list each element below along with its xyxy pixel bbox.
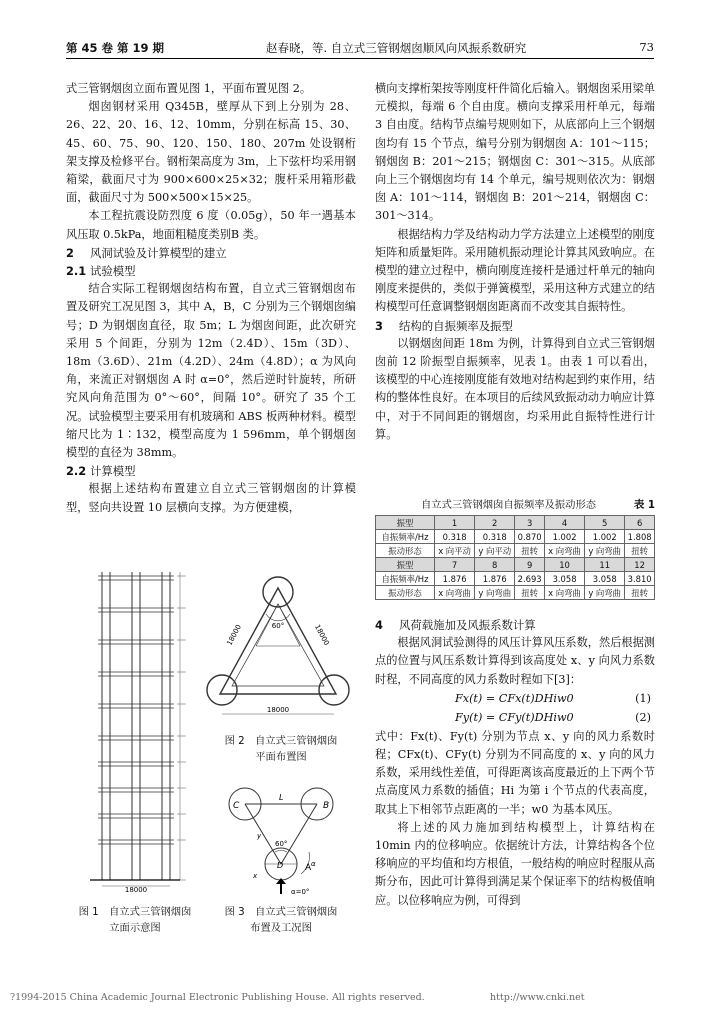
table-cell: 3.810	[625, 572, 655, 586]
table-number: 表 1	[633, 499, 655, 511]
figure-3-y-label: y	[257, 832, 262, 840]
table-cell: 10	[544, 558, 584, 572]
table-cell: x 向平动	[435, 544, 475, 558]
figure-3-wind-label: α=0°	[291, 888, 310, 896]
figure-2-dimension-right: 18000	[313, 623, 331, 647]
caption-line: 图 3 自立式三管钢烟囱	[224, 906, 338, 918]
table-cell: 5	[585, 516, 625, 530]
table-cell: y 向平动	[475, 544, 515, 558]
figure-3-x-label: x	[253, 872, 258, 880]
paragraph: 式中：Fx(t)、Fy(t) 分别为节点 x、y 向的风力系数时程；CFx(t)、CFy(t) 分别为不同高度的 x、y 向的风力系数，采用线性差值，可得距离该高度最近的上下两个节点高度风力系数的插值；Hi 为第 i 个节点的代表高度，取其上下相邻节点距离的一半；w0 为基本风压。	[375, 729, 655, 816]
article-running-title: 赵春晓，等. 自立式三管钢烟囱顺风向风振系数研究	[266, 41, 527, 55]
page-number: 73	[639, 40, 654, 54]
wind-arrow-icon	[276, 878, 286, 894]
table-cell: 6	[625, 516, 655, 530]
figure-2-angle-label: 60°	[271, 622, 285, 630]
paragraph: 横向支撑桁架按等刚度杆件简化后输入。钢烟囱采用梁单元模拟，每端 6 个自由度。横向支撑采用杆单元，每端 3 自由度。结构节点编号规则如下，从底部向上三个钢烟囱均有 15 个节点，编号分别为钢烟囱 A：101～115；钢烟囱 B：201～215；钢烟囱 C：301～315。从底部向上三个钢烟囱均有 14 个单元，编号规则依次为：钢烟囱 A：101～114，钢烟囱 B：201～214，钢烟囱 C：301～314。	[375, 82, 655, 223]
figure-3-label-l: L	[279, 793, 284, 802]
table-row-header: 振动形态	[376, 586, 435, 600]
table-row-header: 振型	[376, 516, 435, 530]
table-row	[376, 586, 655, 600]
table-cell: 0.870	[515, 530, 545, 544]
copyright-footer	[10, 992, 714, 1003]
paragraph: 以钢烟囱间距 18m 为例，计算得到自立式三管钢烟囱前 12 阶振型自振频率，见表 1。由表 1 可以看出，该模型的中心连接刚度能有效地对结构起到约束作用，结构的整体性良好。在本项目的后续风致振动动力响应计算中，对于不同间距的钢烟囱，均采用此自振特性进行计算。	[375, 336, 655, 441]
figure-3-caption	[206, 904, 356, 936]
header-rule	[66, 58, 654, 59]
footer-url: http://www.cnki.net	[490, 992, 585, 1003]
caption-line: 布置及工况图	[250, 922, 312, 934]
table-cell: 扭转	[625, 586, 655, 600]
right-column-bottom	[375, 616, 655, 910]
table-cell: 1.808	[625, 530, 655, 544]
figure-3-label-a: A	[305, 863, 312, 873]
table-row-header: 自振频率/Hz	[376, 530, 435, 544]
figure-2-plan	[198, 566, 358, 728]
paragraph: 烟囱钢材采用 Q345B，壁厚从下到上分别为 28、26、22、20、16、12、10mm，分别在标高 15、30、45、60、75、90、120、150、180、207m 处设钢桁架支撑及检修平台。钢桁架高度为 3m，上下弦杆均采用钢箱梁，截面尺寸为 900×600×25×32；腹杆采用箱形截面，截面尺寸为 500×500×15×25。	[66, 100, 356, 205]
section-number: 2.1	[66, 264, 87, 279]
paragraph: 式三管钢烟囱立面布置见图 1，平面布置见图 2。	[66, 82, 312, 95]
figure-1-elevation	[80, 562, 200, 892]
paragraph: 根据结构力学及结构动力学方法建立上述模型的刚度矩阵和质量矩阵。采用随机振动理论计算其风致响应。在模型的建立过程中，横向刚度连接杆是通过杆单元的轴向刚度来提供的，类似于弹簧模型，采用这种方式建立的结构模型可任意调整钢烟囱距离而不改变其自振特性。	[375, 227, 655, 314]
table-cell: 1.876	[435, 572, 475, 586]
figure-3-label-c: C	[233, 801, 240, 811]
table-cell: 1	[435, 516, 475, 530]
table-cell: 8	[475, 558, 515, 572]
section-number: 4	[375, 618, 383, 632]
journal-volume: 第 45 卷 第 19 期	[66, 41, 165, 55]
figure-2-dimension-left: 18000	[225, 623, 243, 647]
paragraph: 根据风洞试验测得的风压计算风压系数，然后根据测点的位置与风压系数计算得到该高度处 x、y 向风力系数时程，不同高度的风力系数时程如下[3]：	[375, 636, 655, 686]
caption-line: 立面示意图	[109, 922, 161, 934]
table-cell: 0.318	[435, 530, 475, 544]
caption-line: 图 2 自立式三管钢烟囱	[224, 735, 338, 747]
section-number: 3	[375, 318, 383, 333]
table-row	[376, 530, 655, 544]
running-header	[66, 40, 654, 56]
subsection-heading	[66, 462, 356, 480]
table-cell: 3	[515, 516, 545, 530]
section-heading	[66, 244, 356, 262]
section-heading	[375, 317, 655, 335]
paragraph: 根据上述结构布置建立自立式三管钢烟囱的计算模型，竖向共设置 10 层横向支撑。为方便建模，	[66, 482, 356, 514]
figure-3-label-b: B	[323, 801, 330, 811]
table-cell: 9	[515, 558, 545, 572]
table-1	[375, 515, 655, 600]
table-cell: 2	[475, 516, 515, 530]
table-cell: x 向弯曲	[544, 586, 584, 600]
table-cell: 2.693	[515, 572, 545, 586]
table-cell: y 向弯曲	[475, 586, 515, 600]
equation-formula: Fx(t) = CFx(t)DHiw0	[455, 691, 574, 705]
equation-formula: Fy(t) = CFy(t)DHiw0	[455, 710, 574, 724]
left-column	[66, 80, 356, 517]
figure-3-label-d: D	[277, 861, 284, 870]
table-row	[376, 516, 655, 530]
figure-1-caption	[66, 904, 204, 936]
table-cell: x 向弯曲	[435, 586, 475, 600]
table-cell: 11	[585, 558, 625, 572]
table-row-header: 振型	[376, 558, 435, 572]
section-title: 风荷载施加及风振系数计算	[399, 618, 536, 632]
table-row-header: 自振频率/Hz	[376, 572, 435, 586]
equation-1	[375, 690, 655, 708]
table-row	[376, 558, 655, 572]
table-cell: 扭转	[515, 586, 545, 600]
table-row	[376, 544, 655, 558]
table-cell: x 向弯曲	[544, 544, 584, 558]
caption-line: 图 1 自立式三管钢烟囱	[78, 906, 192, 918]
table-cell: 7	[435, 558, 475, 572]
caption-line: 平面布置图	[255, 751, 307, 763]
table-cell: 3.058	[585, 572, 625, 586]
table-cell: 0.318	[475, 530, 515, 544]
table-cell: 4	[544, 516, 584, 530]
equation-number: (1)	[635, 691, 651, 705]
table-cell: y 向弯曲	[585, 586, 625, 600]
figure-3-angle-label: 60°	[275, 840, 288, 848]
table-row	[376, 572, 655, 586]
table-cell: y 向弯曲	[585, 544, 625, 558]
table-1-caption	[375, 496, 655, 511]
table-cell: 3.058	[544, 572, 584, 586]
section-title: 试验模型	[90, 264, 136, 279]
equation-2	[375, 709, 655, 727]
table-row-header: 振动形态	[376, 544, 435, 558]
table-cell: 扭转	[625, 544, 655, 558]
paragraph: 将上述的风力施加到结构模型上，计算结构在 10min 内的位移响应。依据统计方法，计算结构各个位移响应的平均值和均方根值，一般结构的响应时程服从高斯分布，因此可计算得到满足某个保证率下的结构极值响应。以位移响应为例，可得到	[375, 820, 655, 907]
figure-3-layout	[205, 778, 355, 898]
equation-number: (2)	[635, 710, 651, 724]
table-cell: 1.002	[585, 530, 625, 544]
paragraph: 本工程抗震设防烈度 6 度（0.05g），50 年一遇基本风压取 0.5kPa，地面粗糙度类别B 类。	[66, 209, 356, 241]
section-title: 计算模型	[90, 464, 136, 479]
table-cell: 1.002	[544, 530, 584, 544]
section-title: 结构的自振频率及振型	[399, 318, 513, 333]
table-cell: 扭转	[515, 544, 545, 558]
table-cell: 1.876	[475, 572, 515, 586]
figure-1-dimension-label: 18000	[124, 886, 148, 892]
section-heading	[375, 616, 655, 634]
section-title: 风洞试验及计算模型的建立	[90, 245, 227, 260]
table-caption-text: 自立式三管钢烟囱自振频率及振动形态	[421, 499, 597, 511]
figure-3-alpha-label: α	[311, 860, 316, 868]
copyright-text: ?1994-2015 China Academic Journal Electronic Publishing House. All rights reserved.	[10, 992, 425, 1003]
table-cell: 12	[625, 558, 655, 572]
section-number: 2.2	[66, 464, 87, 479]
subsection-heading	[66, 262, 356, 280]
figure-2-dimension-bottom: 18000	[266, 706, 290, 714]
section-number: 2	[66, 245, 74, 260]
right-column-top	[375, 80, 655, 444]
paragraph: 结合实际工程钢烟囱结构布置，自立式三管钢烟囱布置及研究工况见图 3，其中 A，B，C 分别为三个钢烟囱编号；D 为钢烟囱直径，取 5m；L 为烟囱间距，此次研究采用 5 个间距，分别为 12m（2.4D）、15m（3D）、18m（3.6D）、21m（4.2D）、24m（4.8D）；α 为风向角，来流正对钢烟囱 A 时 α=0°，然后逆时针旋转，所研究风向角范围为 0°～60°，间隔 10°。研究了 35 个工况。试验模型主要采用有机玻璃和 ABS 板两种材料。模型缩尺比为 1∶132，模型高度为 1 596mm，单个钢烟囱模型的直径为 38mm。	[66, 282, 356, 460]
figure-2-caption	[206, 733, 356, 765]
